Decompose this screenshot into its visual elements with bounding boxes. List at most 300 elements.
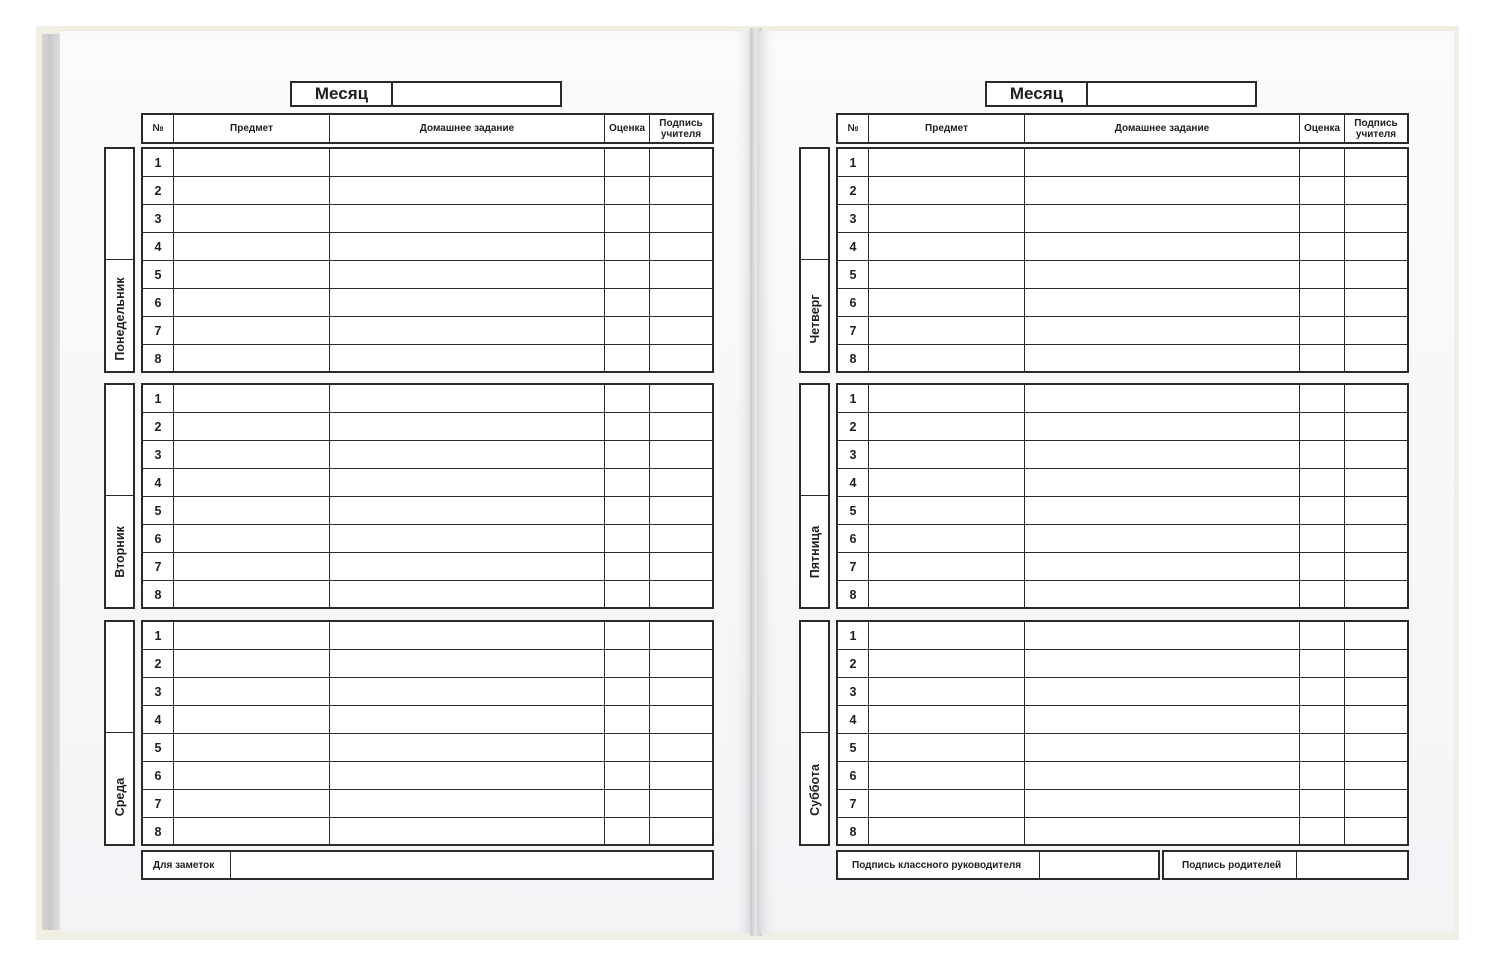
subject-cell[interactable] [869, 317, 1025, 344]
subject-cell[interactable] [869, 177, 1025, 204]
homework-cell[interactable] [330, 706, 605, 733]
row-number: 3 [838, 441, 869, 468]
signature-cell[interactable] [1345, 734, 1407, 761]
notes-field[interactable] [231, 852, 712, 878]
table-row [838, 205, 1407, 233]
signature-cell[interactable] [1345, 289, 1407, 316]
subject-cell[interactable] [869, 622, 1025, 649]
subject-cell[interactable] [174, 525, 330, 552]
day-name: Вторник [112, 526, 127, 578]
signature-cell[interactable] [1345, 261, 1407, 288]
homework-cell[interactable] [1025, 650, 1300, 677]
row-number: 7 [143, 317, 174, 344]
grade-cell[interactable] [605, 497, 650, 524]
grade-cell[interactable] [605, 553, 650, 580]
row-number: 5 [143, 497, 174, 524]
homework-cell[interactable] [1025, 413, 1300, 440]
signature-cell[interactable] [650, 289, 712, 316]
homework-cell[interactable] [330, 650, 605, 677]
day-label-monday [104, 147, 135, 373]
row-number: 8 [838, 345, 869, 373]
table-row [838, 317, 1407, 345]
teacher-signature-field[interactable] [1040, 852, 1158, 878]
subject-cell[interactable] [174, 233, 330, 260]
row-number: 8 [143, 818, 174, 846]
signature-cell[interactable] [1345, 678, 1407, 705]
day-label-tuesday [104, 383, 135, 609]
row-number: 6 [838, 525, 869, 552]
signature-cell[interactable] [650, 469, 712, 496]
signature-cell[interactable] [650, 345, 712, 373]
homework-cell[interactable] [330, 385, 605, 412]
subject-cell[interactable] [174, 581, 330, 609]
grade-cell[interactable] [605, 233, 650, 260]
grade-cell[interactable] [1300, 678, 1345, 705]
signature-cell[interactable] [650, 678, 712, 705]
table-row [838, 650, 1407, 678]
table-row [143, 650, 712, 678]
row-number: 8 [143, 581, 174, 609]
day-name: Понедельник [112, 277, 127, 361]
row-number: 4 [838, 469, 869, 496]
subject-cell[interactable] [869, 441, 1025, 468]
row-number: 5 [838, 497, 869, 524]
col-homework: Домашнее задание [330, 115, 605, 142]
subject-cell[interactable] [174, 441, 330, 468]
grade-cell[interactable] [605, 441, 650, 468]
grade-cell[interactable] [1300, 497, 1345, 524]
table-row [838, 678, 1407, 706]
homework-cell[interactable] [330, 205, 605, 232]
homework-cell[interactable] [1025, 525, 1300, 552]
homework-cell[interactable] [330, 261, 605, 288]
signature-cell[interactable] [1345, 233, 1407, 260]
subject-cell[interactable] [174, 762, 330, 789]
row-number: 2 [143, 413, 174, 440]
grade-cell[interactable] [1300, 261, 1345, 288]
homework-cell[interactable] [330, 233, 605, 260]
signature-cell[interactable] [1345, 441, 1407, 468]
table-row [838, 261, 1407, 289]
row-number: 5 [143, 261, 174, 288]
signature-cell[interactable] [650, 261, 712, 288]
signature-cell[interactable] [1345, 553, 1407, 580]
grade-cell[interactable] [605, 469, 650, 496]
col-grade: Оценка [605, 115, 650, 142]
signature-cell[interactable] [1345, 177, 1407, 204]
table-row [143, 177, 712, 205]
signature-cell[interactable] [1345, 317, 1407, 344]
signature-cell[interactable] [1345, 205, 1407, 232]
homework-cell[interactable] [330, 177, 605, 204]
homework-cell[interactable] [330, 317, 605, 344]
homework-cell[interactable] [1025, 149, 1300, 176]
subject-cell[interactable] [869, 581, 1025, 609]
homework-cell[interactable] [330, 497, 605, 524]
day-name: Среда [112, 777, 127, 817]
month-field[interactable] [1088, 83, 1255, 105]
grade-cell[interactable] [1300, 525, 1345, 552]
subject-cell[interactable] [869, 762, 1025, 789]
signature-cell[interactable] [650, 233, 712, 260]
row-number: 3 [838, 205, 869, 232]
subject-cell[interactable] [869, 525, 1025, 552]
day-divider [801, 259, 828, 260]
table-row [143, 261, 712, 289]
grade-cell[interactable] [605, 678, 650, 705]
day-table-saturday [836, 620, 1409, 846]
parent-signature-label: Подпись родителей [1164, 852, 1297, 878]
month-box [290, 81, 562, 107]
row-number: 1 [143, 622, 174, 649]
subject-cell[interactable] [174, 469, 330, 496]
day-table-monday [141, 147, 714, 373]
grade-cell[interactable] [605, 317, 650, 344]
row-number: 3 [143, 441, 174, 468]
row-number: 6 [143, 525, 174, 552]
signature-cell[interactable] [650, 317, 712, 344]
subject-cell[interactable] [174, 317, 330, 344]
homework-cell[interactable] [1025, 762, 1300, 789]
subject-cell[interactable] [174, 261, 330, 288]
signature-cell[interactable] [650, 205, 712, 232]
row-number: 5 [143, 734, 174, 761]
row-number: 3 [143, 678, 174, 705]
homework-cell[interactable] [1025, 497, 1300, 524]
grade-cell[interactable] [1300, 177, 1345, 204]
day-table-thursday [836, 147, 1409, 373]
table-row [143, 441, 712, 469]
row-number: 5 [838, 261, 869, 288]
signature-cell[interactable] [650, 149, 712, 176]
grade-cell[interactable] [605, 413, 650, 440]
grade-cell[interactable] [605, 177, 650, 204]
table-row [143, 149, 712, 177]
row-number: 4 [143, 706, 174, 733]
homework-cell[interactable] [330, 441, 605, 468]
signature-cell[interactable] [1345, 706, 1407, 733]
row-number: 4 [143, 469, 174, 496]
grade-cell[interactable] [1300, 553, 1345, 580]
subject-cell[interactable] [869, 678, 1025, 705]
signature-cell[interactable] [1345, 525, 1407, 552]
row-number: 2 [838, 413, 869, 440]
day-table-friday [836, 383, 1409, 609]
grade-cell[interactable] [1300, 734, 1345, 761]
grade-cell[interactable] [1300, 581, 1345, 609]
homework-cell[interactable] [330, 289, 605, 316]
table-row [143, 734, 712, 762]
grade-cell[interactable] [605, 762, 650, 789]
subject-cell[interactable] [869, 790, 1025, 817]
signature-cell[interactable] [650, 553, 712, 580]
homework-cell[interactable] [330, 622, 605, 649]
row-number: 1 [143, 385, 174, 412]
row-number: 1 [838, 385, 869, 412]
signature-cell[interactable] [650, 818, 712, 846]
signature-cell[interactable] [650, 734, 712, 761]
subject-cell[interactable] [174, 818, 330, 846]
table-row [838, 177, 1407, 205]
teacher-signature-label: Подпись классного руководителя [838, 852, 1040, 878]
table-row [143, 205, 712, 233]
signature-cell[interactable] [1345, 149, 1407, 176]
subject-cell[interactable] [869, 233, 1025, 260]
row-number: 4 [143, 233, 174, 260]
subject-cell[interactable] [869, 413, 1025, 440]
homework-cell[interactable] [1025, 205, 1300, 232]
homework-cell[interactable] [330, 818, 605, 846]
homework-cell[interactable] [1025, 678, 1300, 705]
row-number: 7 [838, 790, 869, 817]
subject-cell[interactable] [174, 289, 330, 316]
grade-cell[interactable] [1300, 622, 1345, 649]
table-row [143, 525, 712, 553]
table-row [143, 790, 712, 818]
signature-cell[interactable] [1345, 497, 1407, 524]
signature-cell[interactable] [650, 622, 712, 649]
row-number: 4 [838, 233, 869, 260]
table-row [143, 706, 712, 734]
subject-cell[interactable] [869, 345, 1025, 373]
table-row [838, 497, 1407, 525]
subject-cell[interactable] [174, 706, 330, 733]
subject-cell[interactable] [869, 469, 1025, 496]
grade-cell[interactable] [1300, 469, 1345, 496]
table-row [143, 678, 712, 706]
grade-cell[interactable] [605, 650, 650, 677]
grade-cell[interactable] [1300, 385, 1345, 412]
subject-cell[interactable] [869, 205, 1025, 232]
homework-cell[interactable] [1025, 553, 1300, 580]
day-table-wednesday [141, 620, 714, 846]
table-row [838, 762, 1407, 790]
homework-cell[interactable] [1025, 177, 1300, 204]
signature-cell[interactable] [650, 441, 712, 468]
subject-cell[interactable] [174, 650, 330, 677]
signature-cell[interactable] [650, 706, 712, 733]
subject-cell[interactable] [869, 650, 1025, 677]
table-row [143, 762, 712, 790]
homework-cell[interactable] [1025, 734, 1300, 761]
subject-cell[interactable] [174, 678, 330, 705]
grade-cell[interactable] [605, 205, 650, 232]
subject-cell[interactable] [174, 413, 330, 440]
table-row [838, 581, 1407, 609]
day-divider [106, 495, 133, 496]
day-name: Четверг [807, 294, 822, 344]
subject-cell[interactable] [174, 345, 330, 373]
table-row [838, 525, 1407, 553]
day-divider [801, 732, 828, 733]
subject-cell[interactable] [174, 553, 330, 580]
table-row [143, 345, 712, 373]
homework-cell[interactable] [330, 790, 605, 817]
signature-cell[interactable] [1345, 762, 1407, 789]
subject-cell[interactable] [869, 818, 1025, 846]
grade-cell[interactable] [605, 818, 650, 846]
grade-cell[interactable] [605, 261, 650, 288]
homework-cell[interactable] [1025, 289, 1300, 316]
table-row [838, 385, 1407, 413]
signature-cell[interactable] [650, 385, 712, 412]
homework-cell[interactable] [1025, 345, 1300, 373]
grade-cell[interactable] [605, 581, 650, 609]
subject-cell[interactable] [869, 385, 1025, 412]
signature-cell[interactable] [650, 581, 712, 609]
table-header [836, 113, 1409, 144]
grade-cell[interactable] [1300, 317, 1345, 344]
col-number: № [838, 115, 869, 142]
col-homework: Домашнее задание [1025, 115, 1300, 142]
table-row [838, 790, 1407, 818]
grade-cell[interactable] [605, 345, 650, 373]
table-row [143, 289, 712, 317]
subject-cell[interactable] [869, 289, 1025, 316]
day-name: Суббота [807, 764, 822, 816]
table-row [838, 622, 1407, 650]
homework-cell[interactable] [330, 581, 605, 609]
grade-cell[interactable] [605, 149, 650, 176]
grade-cell[interactable] [1300, 650, 1345, 677]
row-number: 2 [838, 650, 869, 677]
table-row [838, 413, 1407, 441]
signature-cell[interactable] [1345, 385, 1407, 412]
subject-cell[interactable] [174, 622, 330, 649]
row-number: 1 [143, 149, 174, 176]
subject-cell[interactable] [869, 261, 1025, 288]
left-page [60, 31, 753, 933]
grade-cell[interactable] [1300, 441, 1345, 468]
homework-cell[interactable] [330, 762, 605, 789]
homework-cell[interactable] [330, 553, 605, 580]
day-label-wednesday [104, 620, 135, 846]
signature-cell[interactable] [650, 525, 712, 552]
grade-cell[interactable] [1300, 289, 1345, 316]
homework-cell[interactable] [1025, 581, 1300, 609]
signature-cell[interactable] [650, 650, 712, 677]
grade-cell[interactable] [605, 706, 650, 733]
subject-cell[interactable] [174, 177, 330, 204]
col-teacher-signature: Подпись учителя [1354, 117, 1398, 140]
subject-cell[interactable] [174, 385, 330, 412]
subject-cell[interactable] [174, 497, 330, 524]
grade-cell[interactable] [1300, 706, 1345, 733]
day-label-saturday [799, 620, 830, 846]
table-row [838, 441, 1407, 469]
homework-cell[interactable] [1025, 233, 1300, 260]
signature-cell[interactable] [650, 497, 712, 524]
teacher-signature-box [836, 850, 1160, 880]
subject-cell[interactable] [869, 734, 1025, 761]
homework-cell[interactable] [330, 149, 605, 176]
signature-cell[interactable] [650, 790, 712, 817]
homework-cell[interactable] [330, 469, 605, 496]
homework-cell[interactable] [1025, 622, 1300, 649]
grade-cell[interactable] [1300, 762, 1345, 789]
grade-cell[interactable] [605, 289, 650, 316]
homework-cell[interactable] [1025, 469, 1300, 496]
table-row [838, 553, 1407, 581]
table-row [838, 233, 1407, 261]
row-number: 6 [838, 762, 869, 789]
homework-cell[interactable] [1025, 818, 1300, 846]
month-label: Месяц [292, 83, 393, 105]
homework-cell[interactable] [1025, 317, 1300, 344]
month-field[interactable] [393, 83, 560, 105]
grade-cell[interactable] [1300, 205, 1345, 232]
table-row [143, 469, 712, 497]
subject-cell[interactable] [869, 553, 1025, 580]
grade-cell[interactable] [1300, 345, 1345, 373]
homework-cell[interactable] [330, 345, 605, 373]
signature-cell[interactable] [1345, 818, 1407, 846]
signature-cell[interactable] [1345, 345, 1407, 373]
day-label-friday [799, 383, 830, 609]
row-number: 6 [143, 289, 174, 316]
signature-cell[interactable] [650, 762, 712, 789]
right-page [757, 31, 1454, 933]
grade-cell[interactable] [605, 385, 650, 412]
signature-cell[interactable] [1345, 469, 1407, 496]
signature-cell[interactable] [1345, 581, 1407, 609]
signature-cell[interactable] [1345, 790, 1407, 817]
grade-cell[interactable] [605, 622, 650, 649]
table-row [838, 734, 1407, 762]
homework-cell[interactable] [330, 734, 605, 761]
signature-cell[interactable] [1345, 650, 1407, 677]
homework-cell[interactable] [330, 413, 605, 440]
subject-cell[interactable] [174, 790, 330, 817]
subject-cell[interactable] [174, 205, 330, 232]
homework-cell[interactable] [330, 678, 605, 705]
homework-cell[interactable] [330, 525, 605, 552]
homework-cell[interactable] [1025, 790, 1300, 817]
homework-cell[interactable] [1025, 706, 1300, 733]
table-row [838, 469, 1407, 497]
signature-cell[interactable] [1345, 622, 1407, 649]
subject-cell[interactable] [869, 149, 1025, 176]
row-number: 2 [838, 177, 869, 204]
subject-cell[interactable] [174, 149, 330, 176]
grade-cell[interactable] [1300, 790, 1345, 817]
grade-cell[interactable] [1300, 413, 1345, 440]
parent-signature-field[interactable] [1297, 852, 1407, 878]
row-number: 2 [143, 650, 174, 677]
grade-cell[interactable] [1300, 233, 1345, 260]
day-table-tuesday [141, 383, 714, 609]
homework-cell[interactable] [1025, 385, 1300, 412]
month-box [985, 81, 1257, 107]
signature-cell[interactable] [650, 177, 712, 204]
row-number: 2 [143, 177, 174, 204]
row-number: 4 [838, 706, 869, 733]
homework-cell[interactable] [1025, 441, 1300, 468]
col-number: № [143, 115, 174, 142]
signature-cell[interactable] [1345, 413, 1407, 440]
subject-cell[interactable] [174, 734, 330, 761]
grade-cell[interactable] [1300, 818, 1345, 846]
subject-cell[interactable] [869, 497, 1025, 524]
homework-cell[interactable] [1025, 261, 1300, 288]
signature-cell[interactable] [650, 413, 712, 440]
grade-cell[interactable] [1300, 149, 1345, 176]
grade-cell[interactable] [605, 734, 650, 761]
grade-cell[interactable] [605, 525, 650, 552]
subject-cell[interactable] [869, 706, 1025, 733]
table-row [143, 553, 712, 581]
grade-cell[interactable] [605, 790, 650, 817]
